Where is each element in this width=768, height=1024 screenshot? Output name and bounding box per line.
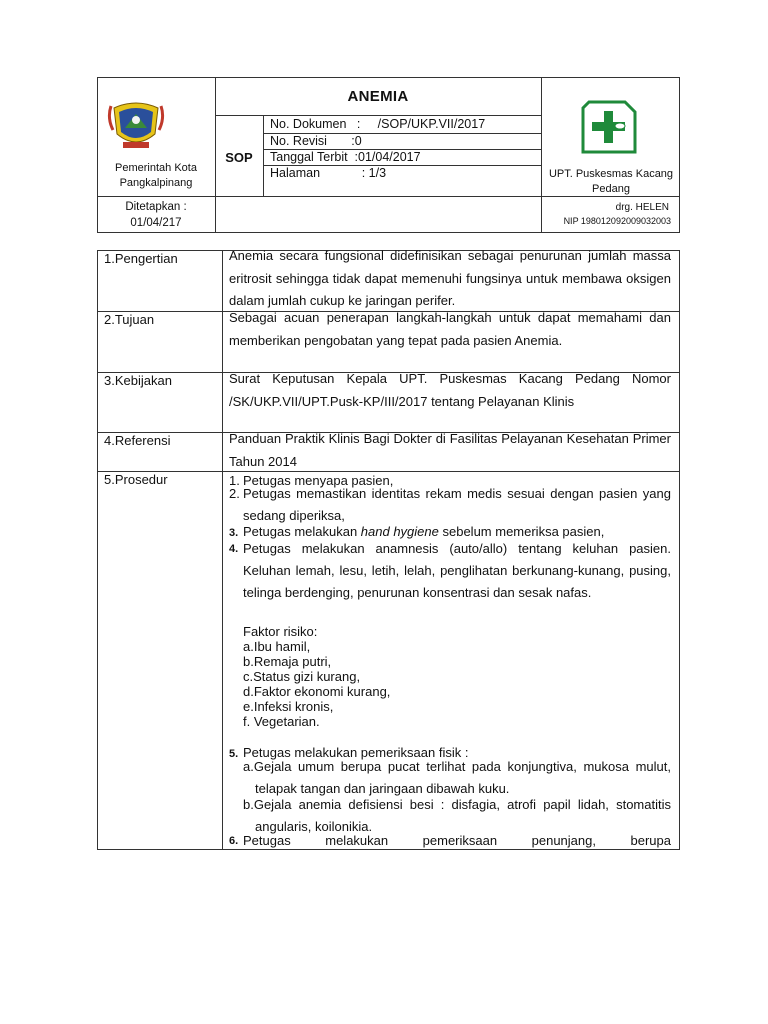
- faktor-risiko-item: e.Infeksi kronis,: [243, 699, 334, 714]
- ditetapkan: Ditetapkan : 01/04/217: [125, 201, 187, 229]
- section-label-referensi: 4.Referensi: [104, 433, 171, 448]
- prosedur-step-1: 1. Petugas menyapa pasien,: [229, 473, 394, 488]
- section-text-referensi: Panduan Praktik Klinis Bagi Dokter di Fasilitas Pelayanan Kesehatan Primer Tahun 2014: [229, 431, 671, 469]
- section-label-pengertian: 1.Pengertian: [104, 251, 178, 266]
- section-label-prosedur: 5.Prosedur: [104, 472, 168, 487]
- faktor-risiko-item: f. Vegetarian.: [243, 714, 320, 729]
- faktor-risiko-item: b.Remaja putri,: [243, 654, 332, 669]
- faktor-risiko-item: d.Faktor ekonomi kurang,: [243, 684, 391, 699]
- signer-name: drg. HELEN: [615, 202, 669, 213]
- signer-nip: NIP 198012092009032003: [563, 216, 671, 226]
- prosedur-step-2: 2. Petugas memastikan identitas rekam medis sesuai dengan pasien yang sedang diperiksa,: [229, 486, 671, 523]
- city-emblem-icon: [105, 94, 167, 156]
- section-text-kebijakan: Surat Keputusan Kepala UPT. Puskesmas Kacang Pedang Nomor /SK/UKP.VII/UPT.Pusk-KP/III/2017 tentang Pelayanan Klinis: [229, 371, 671, 409]
- section-label-tujuan: 2.Tujuan: [104, 312, 155, 327]
- no-dokumen: No. Dokumen : /SOP/UKP.VII/2017: [270, 117, 486, 131]
- section-text-tujuan: Sebagai acuan penerapan langkah-langkah untuk dapat memahami dan memberikan pengobatan yang tepat pada pasien Anemia.: [229, 310, 671, 348]
- puskesmas-cross-icon: [579, 98, 639, 156]
- prosedur-step-3: 3. Petugas melakukan hand hygiene sebelum memeriksa pasien,: [229, 524, 605, 539]
- prosedur-step-6: 6. Petugas melakukan pemeriksaan penunjang, berupa: [229, 833, 671, 848]
- section-label-kebijakan: 3.Kebijakan: [104, 373, 172, 388]
- halaman: Halaman : 1/3: [270, 166, 387, 180]
- page-title: ANEMIA: [347, 88, 409, 105]
- faktor-risiko-title: Faktor risiko:: [243, 624, 318, 639]
- faktor-risiko-item: c.Status gizi kurang,: [243, 669, 361, 684]
- prosedur-step-5b: b.Gejala anemia defisiensi besi : disfagia, atrofi papil lidah, stomatitis angularis, koilonikia.: [243, 797, 671, 834]
- prosedur-step-5a: a.Gejala umum berupa pucat terlihat pada konjungtiva, mukosa mulut, telapak tangan dan jaringaan dibawah kuku.: [243, 759, 671, 796]
- tanggal-terbit: Tanggal Terbit :01/04/2017: [270, 150, 421, 164]
- prosedur-step-5: 5. Petugas melakukan pemeriksaan fisik :: [229, 745, 469, 760]
- sop-label: SOP: [225, 150, 253, 165]
- org-left-name: Pemerintah Kota Pangkalpinang: [115, 162, 197, 189]
- prosedur-step-4: 4. Petugas melakukan anamnesis (auto/allo) tentang keluhan pasien. Keluhan lemah, lesu, letih, lelah, penglihatan berkunang-kunang, pusing, telinga berdenging, penurunan konsentrasi dan sesak nafas.: [229, 541, 671, 600]
- org-right-name: UPT. Puskesmas Kacang Pedang: [548, 168, 674, 195]
- no-revisi: No. Revisi :0: [270, 134, 362, 148]
- section-text-pengertian: Anemia secara fungsional didefinisikan sebagai penurunan jumlah massa eritrosit sehingga tidak dapat memenuhi fungsinya untuk membawa oksigen dalam jumlah cukup ke jaringan perifer.: [229, 248, 671, 308]
- faktor-risiko-item: a.Ibu hamil,: [243, 639, 311, 654]
